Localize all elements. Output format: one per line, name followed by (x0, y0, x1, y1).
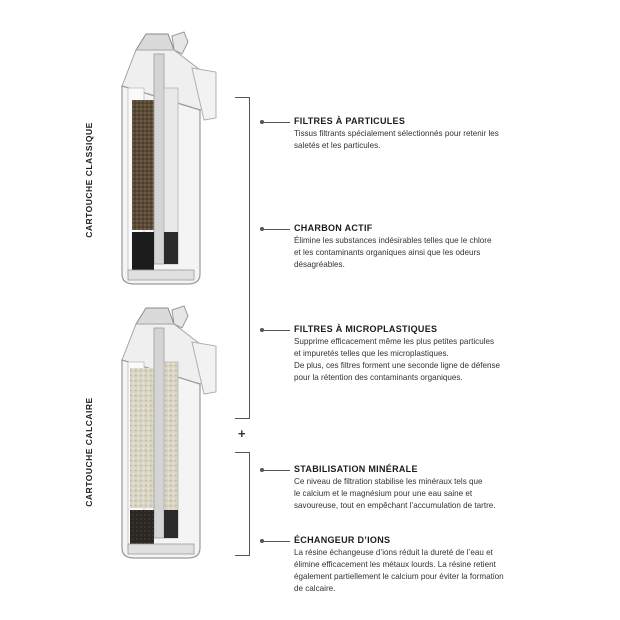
item-title: STABILISATION MINÉRALE (294, 464, 418, 474)
connector-line (262, 541, 290, 542)
item-description: Élimine les substances indésirables telles que le chlore et les contaminants organiques ainsi que les odeurs désagréables. (294, 236, 492, 269)
label-cartouche-classique: CARTOUCHE CLASSIQUE (84, 122, 94, 238)
connector-line (262, 229, 290, 230)
item-echangeur-ions (262, 535, 582, 595)
bracket-cartouche-calcaire (235, 452, 250, 556)
connector-line (262, 470, 290, 471)
item-stabilisation-minerale (262, 464, 582, 512)
cartouche-calcaire-illustration (112, 302, 222, 567)
bracket-cartouche-classique (235, 97, 250, 419)
cartouche-classique-illustration (112, 28, 222, 293)
item-charbon-actif (262, 223, 582, 271)
item-description: Supprime efficacement même les plus petites particules et impuretés telles que les microplastiques. De plus, ces filtres forment une seconde ligne de défense pour la rétention des contaminants organiques. (294, 337, 501, 382)
item-filtres-particules (262, 116, 582, 152)
item-description: Tissus filtrants spécialement sélectionnés pour retenir les saletés et les particules. (294, 129, 499, 150)
item-title: ÉCHANGEUR D’IONS (294, 535, 391, 545)
item-title: FILTRES À MICROPLASTIQUES (294, 324, 438, 334)
label-cartouche-calcaire: CARTOUCHE CALCAIRE (84, 397, 94, 507)
item-title: FILTRES À PARTICULES (294, 116, 406, 126)
connector-line (262, 122, 290, 123)
plus-sign: + (238, 426, 246, 441)
item-filtres-microplastiques (262, 324, 582, 384)
item-description: La résine échangeuse d’ions réduit la dureté de l’eau et élimine efficacement les métaux lourds. La résine retient également partiellement le calcium pour éviter la formation de calcaire. (294, 548, 504, 593)
connector-line (262, 330, 290, 331)
item-title: CHARBON ACTIF (294, 223, 373, 233)
item-description: Ce niveau de filtration stabilise les minéraux tels que le calcium et le magnésium pour une eau saine et savoureuse, tout en empêchant l’accumulation de tartre. (294, 477, 496, 510)
